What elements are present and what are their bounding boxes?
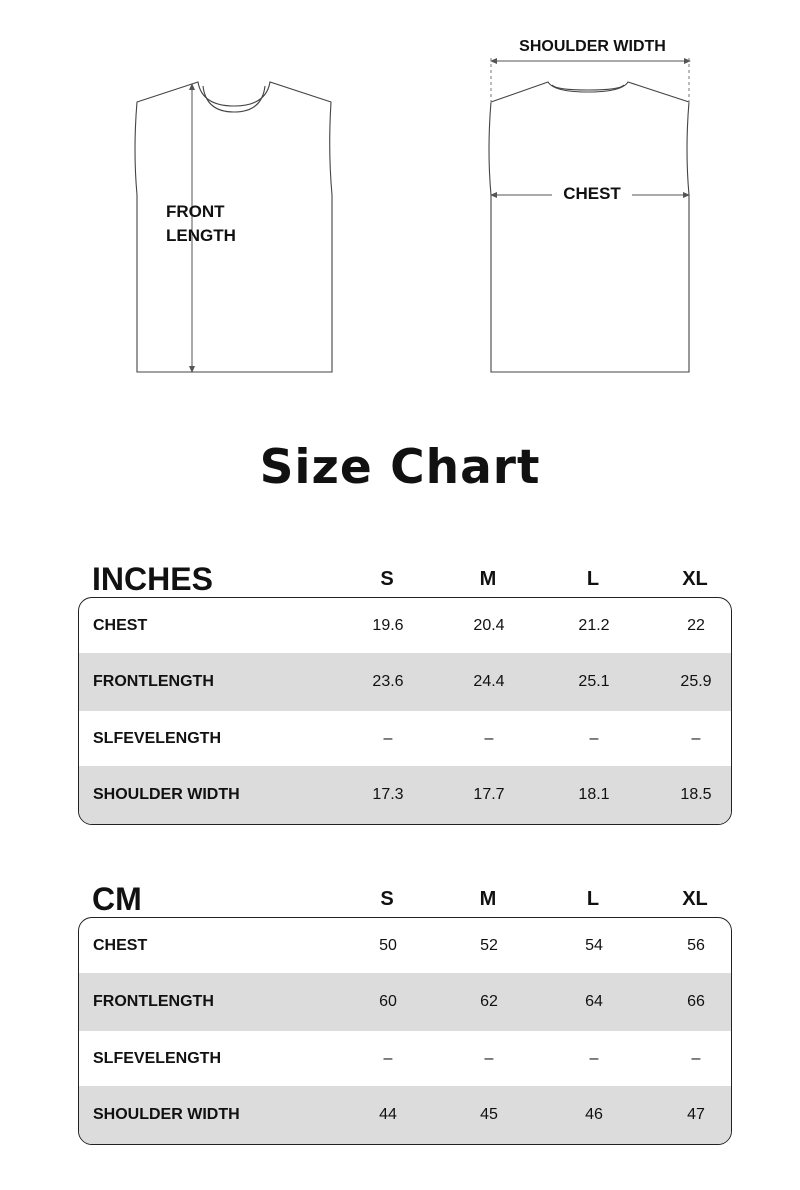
size-header-l: L <box>586 888 600 910</box>
chest-label: CHEST <box>552 184 632 204</box>
table-cell: – <box>383 729 393 747</box>
front-length-label-line1: FRONT <box>166 202 225 221</box>
table-cell: – <box>484 729 494 747</box>
table-cell: 54 <box>585 936 603 954</box>
table-cell: 50 <box>379 936 397 954</box>
table-cell: – <box>589 1049 599 1067</box>
garment-diagrams <box>0 0 800 400</box>
table-row <box>79 918 731 973</box>
table-cell: 60 <box>379 993 397 1010</box>
table-cell: – <box>691 729 701 747</box>
size-header-m: M <box>479 568 497 590</box>
table-cell: – <box>589 729 599 747</box>
table-cell: 24.4 <box>473 673 505 690</box>
table-row <box>79 711 731 766</box>
front-length-label-line2: LENGTH <box>166 226 236 245</box>
table-cell: – <box>691 1049 701 1067</box>
front-length-label <box>166 200 236 248</box>
row-label: CHEST <box>93 616 148 634</box>
table-cell: 62 <box>480 993 498 1010</box>
table-cell: 18.5 <box>680 786 712 803</box>
table-cell: 20.4 <box>473 616 505 634</box>
back-garment-outline <box>489 82 689 372</box>
table-cell: 64 <box>585 993 603 1010</box>
table-cell: 25.9 <box>680 673 712 690</box>
size-header-xl: XL <box>682 888 708 910</box>
row-label: SHOULDER WIDTH <box>93 1106 240 1123</box>
size-header-s: S <box>380 568 394 590</box>
table-row <box>79 1086 731 1144</box>
table-cell: 19.6 <box>372 616 404 634</box>
inches-table-section <box>78 553 732 825</box>
row-label: FRONTLENGTH <box>93 993 214 1010</box>
row-label: CHEST <box>93 936 148 954</box>
table-cell: 17.3 <box>372 786 404 803</box>
row-label: SLFEVELENGTH <box>93 1049 222 1067</box>
table-cell: 17.7 <box>473 786 505 803</box>
table-cell: 25.1 <box>578 673 610 690</box>
shoulder-width-label: SHOULDER WIDTH <box>519 38 666 55</box>
row-label: SHOULDER WIDTH <box>93 786 240 803</box>
unit-label: CM <box>92 881 142 917</box>
row-label: SLFEVELENGTH <box>93 729 222 747</box>
cm-table <box>78 917 732 1145</box>
table-row <box>79 1031 731 1086</box>
size-header-l: L <box>586 568 600 590</box>
cm-table-section <box>78 873 732 1145</box>
size-header-s: S <box>380 888 394 910</box>
inches-table-header <box>78 553 732 597</box>
page-title: Size Chart <box>259 440 541 495</box>
table-row <box>79 766 731 824</box>
table-cell: 56 <box>687 936 705 954</box>
inches-table <box>78 597 732 825</box>
tank-top-illustration <box>0 0 800 400</box>
size-header-m: M <box>479 888 497 910</box>
table-cell: 52 <box>480 936 498 954</box>
table-row <box>79 598 731 653</box>
table-cell: 45 <box>480 1106 498 1123</box>
table-cell: 46 <box>585 1106 603 1123</box>
cm-table-header <box>78 873 732 917</box>
row-label: FRONTLENGTH <box>93 673 214 690</box>
table-cell: 23.6 <box>372 673 404 690</box>
size-header-xl: XL <box>682 568 708 590</box>
table-cell: 47 <box>687 1106 705 1123</box>
table-cell: 44 <box>379 1106 397 1123</box>
table-row <box>79 653 731 711</box>
table-cell: 21.2 <box>578 616 610 634</box>
table-cell: 22 <box>687 616 705 634</box>
table-cell: – <box>484 1049 494 1067</box>
table-row <box>79 973 731 1031</box>
table-cell: 66 <box>687 993 705 1010</box>
table-cell: – <box>383 1049 393 1067</box>
unit-label: INCHES <box>92 561 213 597</box>
table-cell: 18.1 <box>578 786 610 803</box>
